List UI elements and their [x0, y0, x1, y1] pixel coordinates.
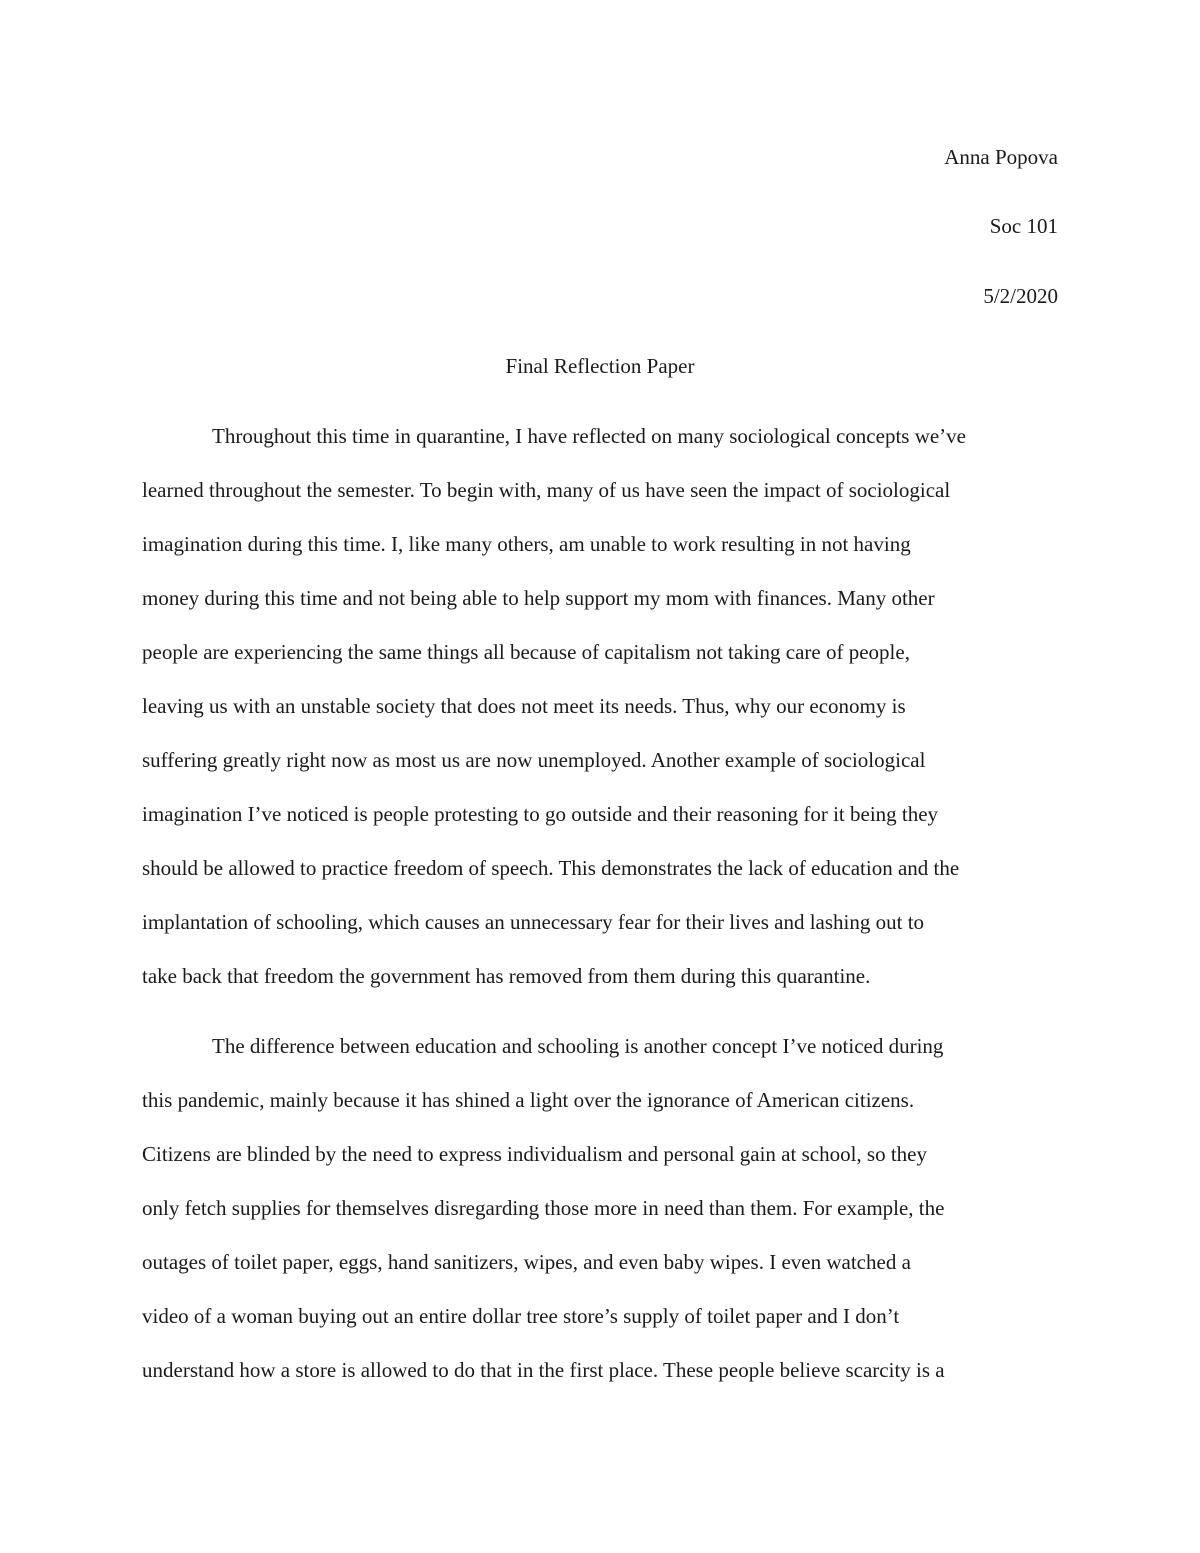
paragraph-line: imagination during this time. I, like many others, am unable to work resulting in not having — [142, 532, 911, 556]
paragraph-line: understand how a store is allowed to do that in the first place. These people believe scarcity is a — [142, 1358, 945, 1382]
paragraph-line: money during this time and not being able to help support my mom with finances. Many other — [142, 586, 935, 610]
paragraph-line: should be allowed to practice freedom of speech. This demonstrates the lack of education and the — [142, 856, 960, 880]
paragraph-line: only fetch supplies for themselves disregarding those more in need than them. For example, the — [142, 1196, 945, 1220]
paragraph-line: The difference between education and schooling is another concept I’ve noticed during — [212, 1034, 944, 1058]
paragraph-line: video of a woman buying out an entire dollar tree store’s supply of toilet paper and I don’t — [142, 1304, 900, 1328]
document-date: 5/2/2020 — [983, 284, 1058, 308]
paragraph-line: imagination I’ve noticed is people protesting to go outside and their reasoning for it being they — [142, 802, 939, 826]
paragraph-line: implantation of schooling, which causes an unnecessary fear for their lives and lashing out to — [142, 910, 925, 934]
paragraph-line: learned throughout the semester. To begin with, many of us have seen the impact of sociological — [142, 478, 951, 502]
paragraph-line: suffering greatly right now as most us are now unemployed. Another example of sociological — [142, 748, 926, 772]
paragraph-line: outages of toilet paper, eggs, hand sanitizers, wipes, and even baby wipes. I even watched a — [142, 1250, 911, 1274]
paragraph-line: leaving us with an unstable society that does not meet its needs. Thus, why our economy is — [142, 694, 906, 718]
paragraph-line: Citizens are blinded by the need to express individualism and personal gain at school, so they — [142, 1142, 927, 1166]
paragraph-line: take back that freedom the government has removed from them during this quarantine. — [142, 964, 871, 988]
paragraph-line: people are experiencing the same things all because of capitalism not taking care of people, — [142, 640, 910, 664]
paragraph-line: Throughout this time in quarantine, I have reflected on many sociological concepts we’ve — [212, 424, 967, 448]
paper-title: Final Reflection Paper — [505, 354, 695, 378]
paragraph-line: this pandemic, mainly because it has shined a light over the ignorance of American citizens. — [142, 1088, 915, 1112]
author-name: Anna Popova — [944, 145, 1058, 169]
course-name: Soc 101 — [989, 214, 1058, 238]
